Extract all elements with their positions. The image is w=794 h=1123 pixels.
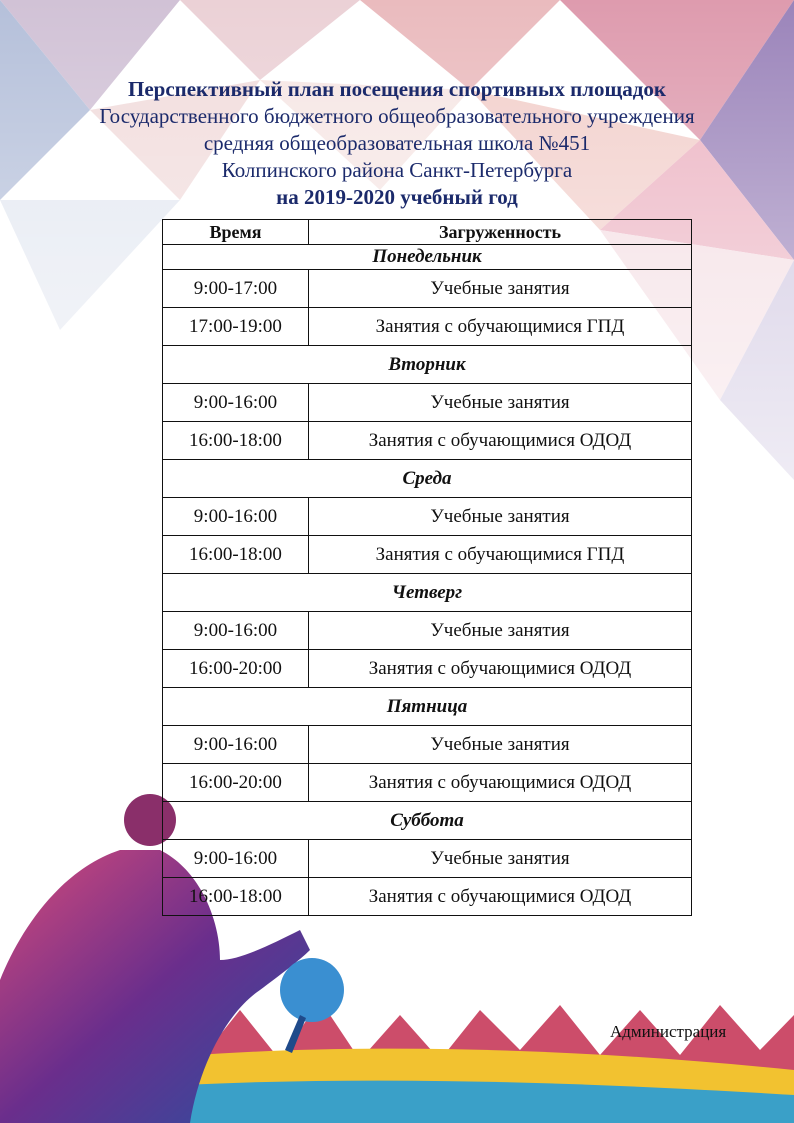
day-label: Четверг [163,574,692,612]
table-row [163,270,692,308]
time-column-header: Время [163,220,309,245]
day-label: Среда [163,460,692,498]
plan-title: Перспективный план посещения спортивных площадок [127,77,667,101]
activity-cell: Учебные занятия [309,384,692,422]
time-cell: 16:00-18:00 [163,422,309,460]
administration-signature: Администрация [610,1022,727,1041]
activity-cell: Занятия с обучающимися ОДОД [309,764,692,802]
time-cell: 9:00-16:00 [163,726,309,764]
day-label: Суббота [163,802,692,840]
time-cell: 16:00-20:00 [163,764,309,802]
day-row-tuesday [163,346,692,384]
day-row-thursday [163,574,692,612]
district-name: Колпинского района Санкт-Петербурга [221,158,573,182]
school-year: на 2019-2020 учебный год [276,185,518,209]
institution-name: Государственного бюджетного общеобразовательного учреждения [99,104,695,128]
time-cell: 9:00-16:00 [163,498,309,536]
time-cell: 9:00-16:00 [163,384,309,422]
table-row [163,384,692,422]
time-cell: 17:00-19:00 [163,308,309,346]
activity-cell: Занятия с обучающимися ОДОД [309,422,692,460]
activity-column-header: Загруженность [309,220,692,245]
schedule-table [162,219,692,916]
day-label: Понедельник [163,245,692,270]
day-row-friday [163,688,692,726]
activity-cell: Учебные занятия [309,498,692,536]
table-header-row [163,220,692,245]
activity-cell: Учебные занятия [309,270,692,308]
activity-cell: Занятия с обучающимися ОДОД [309,650,692,688]
table-row [163,536,692,574]
table-row [163,612,692,650]
day-row-saturday [163,802,692,840]
table-row [163,308,692,346]
activity-cell: Учебные занятия [309,612,692,650]
table-row [163,498,692,536]
table-row [163,650,692,688]
time-cell: 9:00-16:00 [163,612,309,650]
time-cell: 16:00-18:00 [163,536,309,574]
activity-cell: Занятия с обучающимися ОДОД [309,878,692,916]
day-label: Вторник [163,346,692,384]
table-row [163,726,692,764]
table-row [163,764,692,802]
table-row [163,422,692,460]
day-label: Пятница [163,688,692,726]
time-cell: 9:00-17:00 [163,270,309,308]
document-header [0,76,794,211]
activity-cell: Учебные занятия [309,840,692,878]
time-cell: 16:00-18:00 [163,878,309,916]
activity-cell: Учебные занятия [309,726,692,764]
school-name: средняя общеобразовательная школа №451 [203,131,591,155]
time-cell: 9:00-16:00 [163,840,309,878]
day-row-monday [163,245,692,270]
table-row [163,878,692,916]
activity-cell: Занятия с обучающимися ГПД [309,308,692,346]
table-row [163,840,692,878]
day-row-wednesday [163,460,692,498]
time-cell: 16:00-20:00 [163,650,309,688]
activity-cell: Занятия с обучающимися ГПД [309,536,692,574]
